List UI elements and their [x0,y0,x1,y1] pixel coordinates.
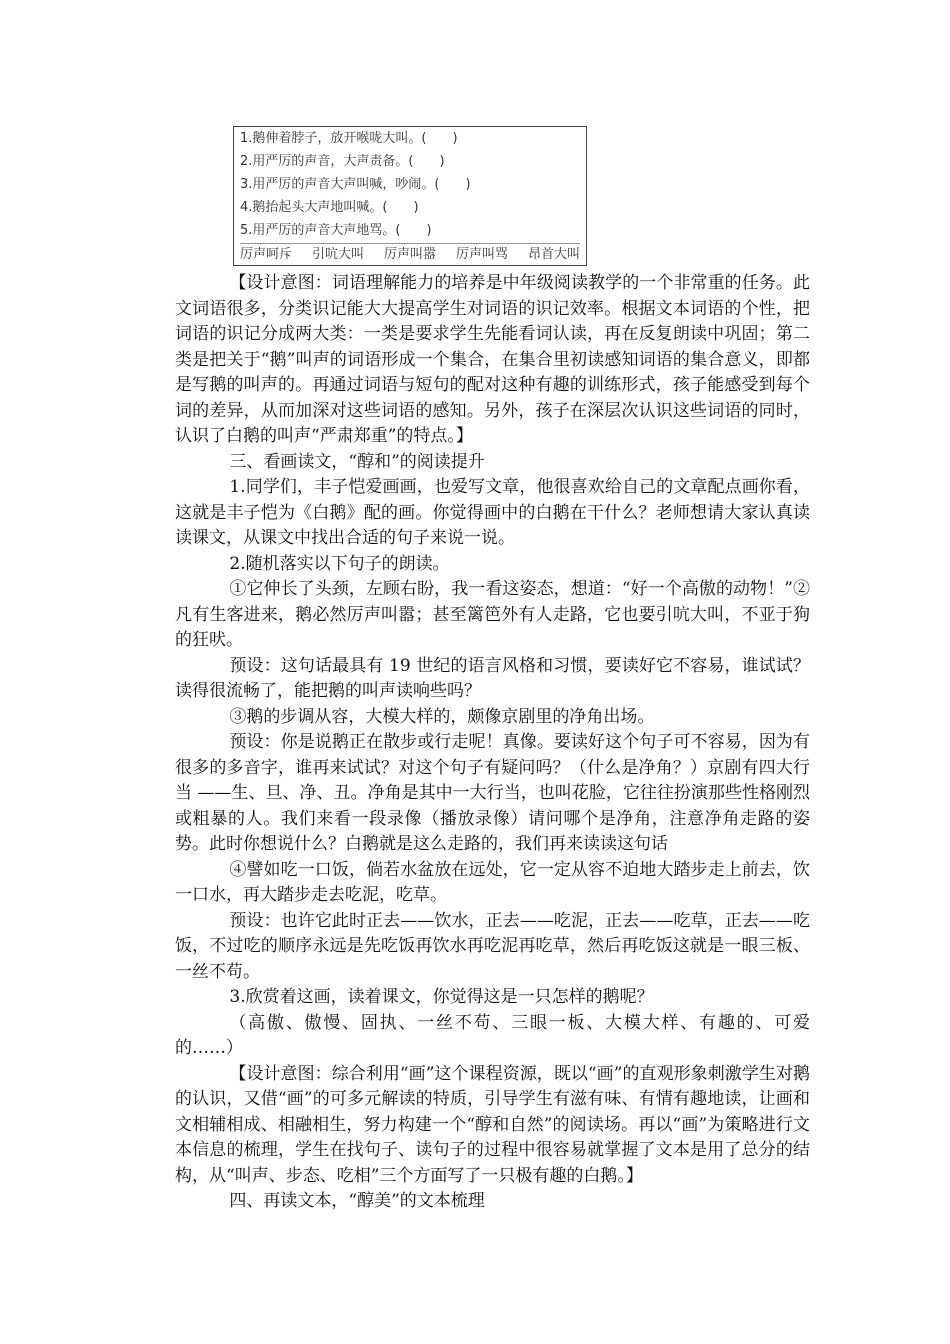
preset-paragraph: 预设：也许它此时正去——饮水，正去——吃泥，正去——吃草，正去——吃饭，不过吃的顺序永远是先吃饭再饮水再吃泥再吃草，然后再吃饭这就是一眼三板、一丝不苟。 [175,910,810,982]
exercise-item: 3.用严厉的声音大声叫喊，吵闹。( ) [240,177,471,192]
word-option: 厉声叫骂 [455,247,508,262]
body-paragraph: 2.随机落实以下句子的朗读。 [229,553,450,574]
word-option: 昂首大叫 [527,247,580,262]
body-paragraph: 1.同学们，丰子恺爱画画，也爱写文章，他很喜欢给自己的文章配点画你看，这就是丰子恺为《白鹅》配的画。你觉得画中的白鹅在干什么？老师想请大家认真读读课文，从课文中找出合适的句子来说一说。 [175,477,810,548]
design-intent-paragraph: 【设计意图：综合利用“画”这个课程资源，既以“画”的直观形象刺激学生对鹅的认识，又借“画”的可多元解读的特质，引导学生有滋有味、有情有趣地读，让画和文相辅相成、相融相生，努力构建一个“醇和自然”的阅读场。再以“画”为策略进行文本信息的梳理，学生在找句子、读句子的过程中很容易就掌握了文本是用了总分的结构，从“叫声、步态、吃相”三个方面写了一只极有趣的白鹅。】 [175,1063,810,1186]
preset-paragraph: 预设：这句话最具有 19 世纪的语言风格和习惯，要读好它不容易，谁试试？读得很流畅了，能把鹅的叫声读响些吗？ [175,655,810,701]
word-option: 厉声叫嚣 [383,247,436,262]
design-intent-paragraph: 【设计意图：词语理解能力的培养是中年级阅读教学的一个非常重的任务。此文词语很多，分类识记能大大提高学生对词语的识记效率。根据文本词语的个性，把词语的识记分成两大类：一类是要求学生先能看词认读，再在反复朗读中巩固；第二类是把关于“鹅”叫声的词语形成一个集合，在集合里初读感知词语的集合意义，即都是写鹅的叫声的。再通过词语与短句的配对这种有趣的训练形式，孩子能感受到每个词的差异，从而加深对这些词语的感知。另外，孩子在深层次认识这些词语的同时，认识了白鹅的叫声“严肃郑重”的特点。】 [175,273,810,446]
matching-exercise-image [233,126,587,266]
quoted-sentence: ④譬如吃一口饭，倘若水盆放在远处，它一定从容不迫地大踏步走上前去，饮一口水，再大踏步走去吃泥，吃草。 [175,859,810,905]
word-option: 厉声呵斥 [240,247,293,262]
quoted-sentence: ①它伸长了头颈，左顾右盼，我一看这姿态，想道：“好一个高傲的动物！”②凡有生客进来，鹅必然厉声叫嚣；甚至篱笆外有人走路，它也要引吭大叫，不亚于狗的狂吠。 [175,579,810,650]
preset-paragraph: 预设：你是说鹅正在散步或行走呢！真像。要读好这个句子可不容易，因为有很多的多音字，谁再来试试？对这个句子有疑问吗？（什么是净角？）京剧有四大行当 ——生、旦、净、丑。净角是其中一大行当，也叫花脸，它往往扮演那些性格刚烈或粗暴的人。我们来看一段录像（播放录像）请问哪个是净角，注意净角走路的姿势。此时你想说什么？白鹅就是这么走路的，我们再来读读这句话 [175,732,810,854]
word-bank [240,243,580,266]
quoted-sentence: ③鹅的步调从容，大模大样的，颇像京剧里的净角出场。 [229,706,655,727]
exercise-item: 5.用严厉的声音大声地骂。( ) [240,223,432,238]
exercise-item: 2.用严厉的声音，大声责备。( ) [240,154,445,169]
exercise-item: 1.鹅伸着脖子，放开喉咙大叫。( ) [240,131,458,146]
word-option: 引吭大叫 [311,247,364,262]
document-body [175,271,810,1215]
exercise-item: 4.鹅抬起头大声地叫喊。( ) [240,200,419,215]
answer-list: （高傲、傲慢、固执、一丝不苟、三眼一板、大模大样、有趣的、可爱的……） [175,1012,810,1058]
section-heading: 三、看画读文，“醇和”的阅读提升 [229,451,485,472]
body-paragraph: 3.欣赏着这画，读着课文，你觉得这是一只怎样的鹅呢？ [229,987,654,1007]
section-heading: 四、再读文本，“醇美”的文本梳理 [229,1191,485,1211]
